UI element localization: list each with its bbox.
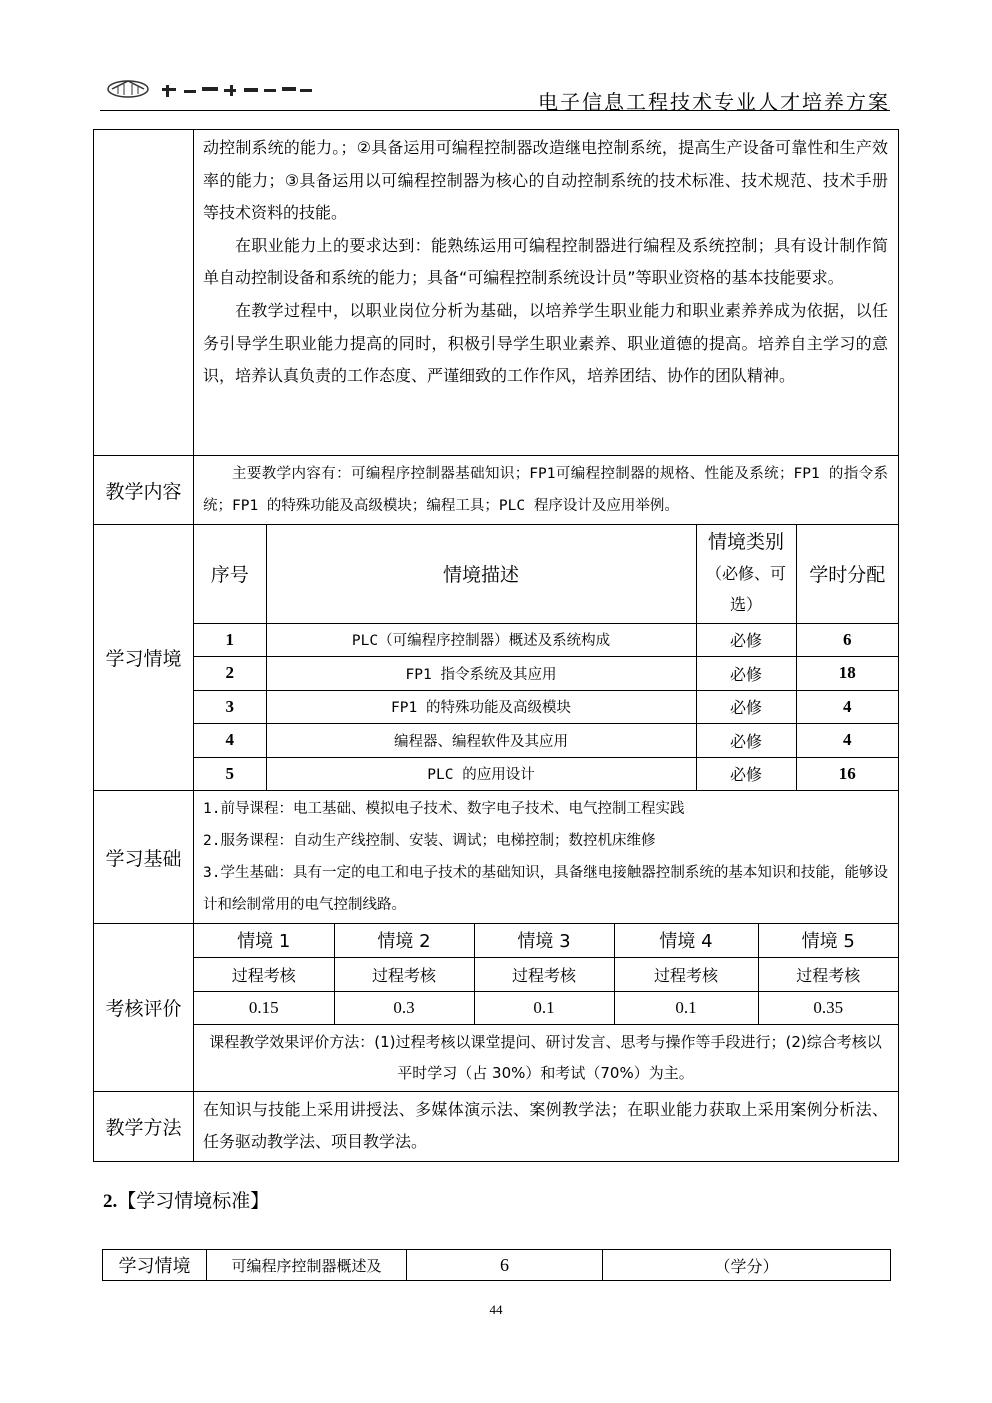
- situation-hours: 18: [796, 657, 898, 691]
- situation-no: 4: [194, 724, 266, 758]
- assessment-method-row: [194, 1024, 898, 1091]
- header-title: 电子信息工程技术专业人才培养方案: [538, 90, 890, 114]
- header-type-line1: 情境类别: [707, 531, 784, 554]
- standard-unit: （学分）: [603, 1250, 891, 1281]
- header-no: 序号: [210, 564, 249, 587]
- situation-type: 必修: [696, 690, 796, 724]
- assessment-type: 过程考核: [334, 957, 474, 991]
- situation-desc: PLC 的应用设计: [266, 757, 696, 790]
- header-type: [696, 525, 796, 623]
- learning-situations-cell: [194, 525, 899, 791]
- situation-desc: 编程器、编程软件及其应用: [266, 724, 696, 758]
- teaching-content-text: 主要教学内容有：可编程序控制器基础知识；FP1可编程控制器的规格、性能及系统；FP1 的指令系统；FP1 的特殊功能及高级模块；编程工具；PLC 程序设计及应用举例。: [194, 456, 899, 525]
- assessment-table: [194, 924, 898, 1091]
- situation-type: 必修: [696, 623, 796, 657]
- situation-hours: 4: [796, 690, 898, 724]
- situation-desc: FP1 指令系统及其应用: [266, 657, 696, 691]
- basis-item-1: 1.前导课程：电工基础、模拟电子技术、数字电子技术、电气控制工程实践: [203, 801, 685, 817]
- assessment-weight: 0.35: [758, 991, 898, 1024]
- assessment-type: 过程考核: [474, 957, 614, 991]
- situation-row: [194, 724, 898, 758]
- assessment-weight: 0.3: [334, 991, 474, 1024]
- assessment-weight-row: [194, 991, 898, 1024]
- situation-no: 5: [194, 757, 266, 790]
- situations-header-row: [194, 525, 898, 623]
- assessment-weight: 0.1: [474, 991, 614, 1024]
- assessment-situation: 情境 4: [614, 924, 758, 957]
- teaching-method-row: [94, 1091, 899, 1161]
- intro-paragraph-3: 在教学过程中，以职业岗位分析为基础，以培养学生职业能力和职业素养养成为依据，以任务引导学生职业能力提高的同时，积极引导学生职业素养、职业道德的提高。培养自主学习的意识，培养认真负责的工作态度、严谨细致的工作作风，培养团结、协作的团队精神。: [203, 300, 888, 386]
- assessment-situation: 情境 5: [758, 924, 898, 957]
- standard-label: 学习情境: [103, 1250, 207, 1281]
- assessment-type: 过程考核: [758, 957, 898, 991]
- assessment-weight: 0.15: [194, 991, 334, 1024]
- learning-basis-row: [94, 791, 899, 924]
- assessment-type-row: [194, 957, 898, 991]
- page-header: [100, 70, 890, 114]
- learning-situations-label: 学习情境: [94, 525, 194, 791]
- situation-desc: FP1 的特殊功能及高级模块: [266, 690, 696, 724]
- basis-item-3: 3.学生基础：具有一定的电工和电子技术的基础知识，具备继电接触器控制系统的基本知识和技能，能够设计和绘制常用的电气控制线路。: [203, 865, 888, 913]
- situation-row: [194, 757, 898, 790]
- learning-situations-row: [94, 525, 899, 791]
- section-title: 【学习情境标准】: [117, 1190, 270, 1212]
- situation-desc: PLC（可编程序控制器）概述及系统构成: [266, 623, 696, 657]
- assessment-situation: 情境 1: [237, 931, 291, 953]
- assessment-row: [94, 924, 899, 1092]
- situation-no: 3: [194, 690, 266, 724]
- assessment-label: 考核评价: [94, 924, 194, 1092]
- header-desc: 情境描述: [266, 525, 696, 623]
- header-hours: 学时分配: [796, 525, 898, 623]
- teaching-method-label: 教学方法: [94, 1091, 194, 1161]
- assessment-situation-row: [194, 924, 898, 957]
- assessment-situation: 情境 2: [334, 924, 474, 957]
- intro-paragraph-2: 在职业能力上的要求达到：能熟练运用可编程控制器进行编程及系统控制；具有设计制作简单自动控制设备和系统的能力；具备“可编程控制系统设计员”等职业资格的基本技能要求。: [203, 235, 888, 288]
- situations-table: [194, 525, 898, 790]
- situation-row: [194, 623, 898, 657]
- school-logo-icon: [104, 76, 324, 102]
- teaching-content-row: [94, 456, 899, 525]
- assessment-situation: 情境 3: [474, 924, 614, 957]
- intro-paragraph-1: 动控制系统的能力。；②具备运用可编程控制器改造继电控制系统，提高生产设备可靠性和生产效率的能力；③具备运用以可编程控制器为核心的自动控制系统的技术标准、技术规范、技术手册等技术资料的技能。: [203, 138, 888, 223]
- section-number: 2.: [103, 1191, 118, 1212]
- assessment-type: 过程考核: [194, 957, 334, 991]
- course-table: [93, 129, 899, 1162]
- header-type-line3: 选）: [729, 595, 762, 615]
- assessment-cell: [194, 924, 899, 1092]
- situation-hours: 16: [796, 757, 898, 790]
- situation-type: 必修: [696, 757, 796, 790]
- intro-row: [94, 130, 899, 456]
- situation-row: [194, 657, 898, 691]
- assessment-type: 过程考核: [614, 957, 758, 991]
- teaching-method-text: 在知识与技能上采用讲授法、多媒体演示法、案例教学法；在职业能力获取上采用案例分析法、任务驱动教学法、项目教学法。: [194, 1091, 899, 1161]
- situation-no: 1: [194, 623, 266, 657]
- situation-type: 必修: [696, 657, 796, 691]
- standard-name: 可编程序控制器概述及: [207, 1250, 407, 1281]
- situation-no: 2: [194, 657, 266, 691]
- basis-item-2: 2.服务课程：自动生产线控制、安装、调试；电梯控制；数控机床维修: [203, 833, 656, 849]
- assessment-method: 课程教学效果评价方法：(1)过程考核以课堂提问、研讨发言、思考与操作等手段进行；(2)综合考核以平时学习（占 30%）和考试（70%）为主。: [194, 1024, 898, 1091]
- teaching-content-label: 教学内容: [94, 456, 194, 525]
- standard-hours: 6: [407, 1250, 603, 1281]
- learning-basis-cell: [194, 791, 899, 924]
- intro-label-cell: [94, 130, 194, 456]
- learning-basis-label: 学习基础: [94, 791, 194, 924]
- situation-row: [194, 690, 898, 724]
- section-heading: [103, 1186, 269, 1213]
- assessment-weight: 0.1: [614, 991, 758, 1024]
- header-type-line2: （必修、可: [705, 564, 786, 584]
- situation-hours: 4: [796, 724, 898, 758]
- page-number: 44: [489, 1302, 503, 1317]
- situation-standard-table: [102, 1249, 891, 1281]
- intro-cell: [194, 130, 899, 456]
- situation-hours: 6: [796, 623, 898, 657]
- situation-type: 必修: [696, 724, 796, 758]
